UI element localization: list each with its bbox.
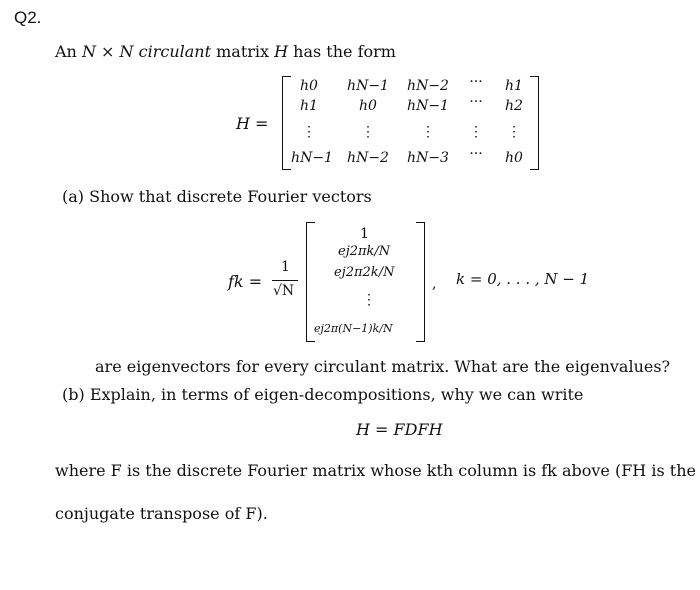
- fk-lhs: fk =: [228, 272, 263, 291]
- vector-entry: ⋮: [362, 292, 376, 308]
- matrix-h-cell: hN−2: [407, 78, 449, 94]
- intro-suffix: has the form: [288, 42, 396, 61]
- intro-var: H: [274, 42, 289, 61]
- question-label: Q2.: [14, 8, 42, 27]
- fraction-bar: [272, 280, 298, 281]
- matrix-h-cell: h1: [300, 98, 318, 114]
- intro-mid: matrix: [211, 42, 275, 61]
- matrix-h-cell: ⋮: [469, 124, 483, 140]
- matrix-h-cell: hN−1: [291, 150, 333, 166]
- matrix-h-cell: h1: [505, 78, 523, 94]
- matrix-h-cell: hN−1: [347, 78, 389, 94]
- intro-term: circulant: [138, 42, 212, 61]
- matrix-h-cell: h0: [359, 98, 377, 114]
- part-a-heading: [62, 187, 372, 206]
- part-b-label: (b): [62, 385, 85, 404]
- matrix-h-lhs: H =: [236, 114, 269, 133]
- vector-comma: ,: [432, 276, 437, 292]
- matrix-h-cell: h2: [505, 98, 523, 114]
- matrix-h-cell: hN−3: [407, 150, 449, 166]
- part-a-text: Show that discrete Fourier vectors: [89, 187, 372, 206]
- frac-numerator: 1: [281, 259, 290, 275]
- matrix-h-cell: ···: [469, 94, 483, 110]
- vector-entry: ej2π(N−1)k/N: [314, 322, 393, 335]
- part-a-label: (a): [62, 187, 85, 206]
- matrix-h-cell: ⋮: [302, 124, 316, 140]
- intro-prefix: An: [55, 42, 82, 61]
- hfdfh-equation: H = FDFH: [356, 420, 443, 439]
- matrix-h-cell: ⋮: [361, 124, 375, 140]
- matrix-h-right-bracket: [530, 76, 539, 170]
- matrix-h-cell: h0: [300, 78, 318, 94]
- matrix-h-cell: ···: [469, 146, 483, 162]
- vector-right-bracket: [416, 222, 425, 342]
- vector-entry: ej2π2k/N: [334, 265, 395, 280]
- vector-entry: 1: [360, 226, 369, 242]
- matrix-h-cell: ⋮: [421, 124, 435, 140]
- part-b-heading: [62, 385, 583, 404]
- matrix-h-cell: ⋮: [507, 124, 521, 140]
- part-b-line-1: where F is the discrete Fourier matrix whose kth column is fk above (FH is the: [55, 461, 696, 480]
- matrix-h-cell: hN−1: [407, 98, 449, 114]
- k-range: k = 0, . . . , N − 1: [456, 270, 590, 288]
- frac-denominator: √N: [273, 283, 295, 299]
- intro-sentence: [55, 42, 396, 61]
- vector-entry: ej2πk/N: [338, 244, 391, 259]
- part-b-line-2: conjugate transpose of F).: [55, 504, 268, 523]
- matrix-h-cell: ···: [469, 74, 483, 90]
- part-b-text: Explain, in terms of eigen-decompositions, why we can write: [89, 385, 584, 404]
- matrix-h-cell: hN−2: [347, 150, 389, 166]
- intro-size-expr: N × N: [81, 42, 134, 61]
- part-a-question: are eigenvectors for every circulant matrix. What are the eigenvalues?: [95, 357, 671, 376]
- matrix-h-cell: h0: [505, 150, 523, 166]
